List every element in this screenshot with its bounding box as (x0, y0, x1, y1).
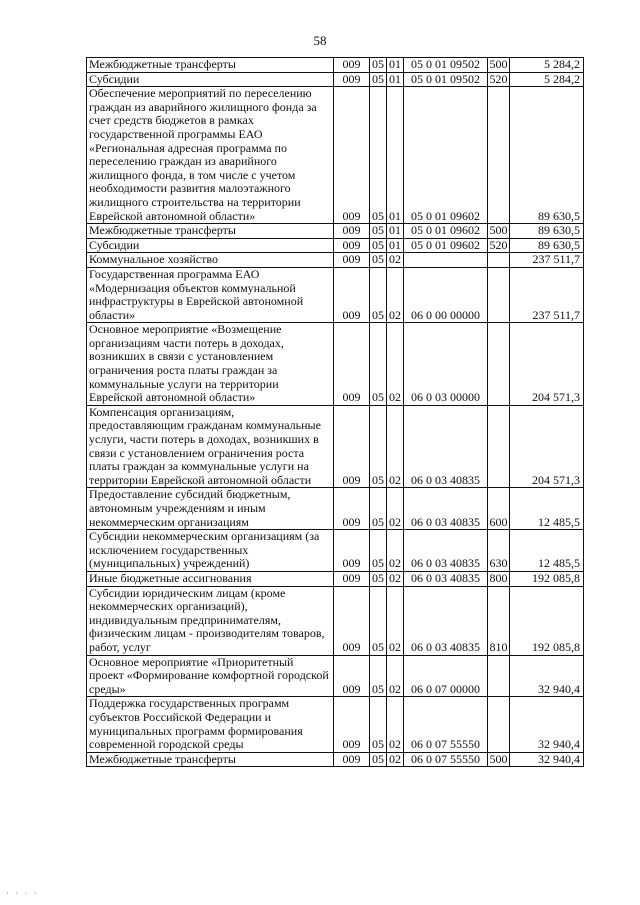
table-row (87, 697, 584, 752)
row-target-code: 06 0 03 40835 (404, 530, 488, 572)
page-number: 58 (313, 33, 327, 48)
row-target-code: 06 0 03 40835 (404, 571, 488, 586)
row-name: Субсидии юридическим лицам (кроме некоммерческих организаций), индивидуальным предпринимателям, физическим лицам - производителям товаров, работ, услуг (87, 586, 334, 655)
row-expense-type (488, 267, 510, 322)
row-subsection-code: 02 (387, 405, 404, 488)
table-row (87, 488, 584, 530)
row-amount: 32 940,4 (510, 655, 584, 697)
row-amount: 237 511,7 (510, 253, 584, 268)
row-expense-type (488, 87, 510, 224)
row-name: Межбюджетные трансферты (87, 58, 334, 73)
row-name: Субсидии (87, 72, 334, 87)
row-name: Обеспечение мероприятий по переселению граждан из аварийного жилищного фонда за счет средств бюджетов в рамках государственной программы ЕАО «Региональная адресная программа по переселению граждан из аварийного жилищного фонда, в том числе с учетом необходимости развития малоэтажного жилищного строительства на территории Еврейской автономной области» (87, 87, 334, 224)
row-name: Субсидии (87, 238, 334, 253)
budget-table (86, 57, 584, 767)
table-row (87, 530, 584, 572)
row-admin-code: 009 (334, 488, 370, 530)
row-target-code: 06 0 03 00000 (404, 323, 488, 406)
row-name: Межбюджетные трансферты (87, 224, 334, 239)
row-name: Коммунальное хозяйство (87, 253, 334, 268)
row-section-code: 05 (370, 224, 387, 239)
row-expense-type (488, 655, 510, 697)
row-target-code: 05 0 01 09602 (404, 224, 488, 239)
row-subsection-code: 02 (387, 267, 404, 322)
row-admin-code: 009 (334, 655, 370, 697)
row-target-code: 06 0 03 40835 (404, 488, 488, 530)
row-amount: 12 485,5 (510, 488, 584, 530)
row-expense-type: 810 (488, 586, 510, 655)
row-section-code: 05 (370, 586, 387, 655)
row-name: Основное мероприятие «Возмещение организациям части потерь в доходах, возникших в связи с установлением ограничения роста платы граждан за коммунальные услуги на территории Еврейской автономной области» (87, 323, 334, 406)
row-subsection-code: 01 (387, 87, 404, 224)
table-row (87, 655, 584, 697)
row-amount: 32 940,4 (510, 752, 584, 767)
table-row (87, 267, 584, 322)
row-admin-code: 009 (334, 697, 370, 752)
row-name: Поддержка государственных программ субъектов Российской Федерации и муниципальных программ формирования современной городской среды (87, 697, 334, 752)
row-admin-code: 009 (334, 72, 370, 87)
row-amount: 12 485,5 (510, 530, 584, 572)
row-section-code: 05 (370, 72, 387, 87)
row-section-code: 05 (370, 323, 387, 406)
row-admin-code: 009 (334, 530, 370, 572)
row-amount: 5 284,2 (510, 72, 584, 87)
row-name: Предоставление субсидий бюджетным, автономным учреждениям и иным некоммерческим организациям (87, 488, 334, 530)
row-target-code: 05 0 01 09502 (404, 58, 488, 73)
table-body (87, 58, 584, 767)
row-name: Государственная программа ЕАО «Модернизация объектов коммунальной инфраструктуры в Еврейской автономной области» (87, 267, 334, 322)
row-admin-code: 009 (334, 323, 370, 406)
table-row (87, 253, 584, 268)
row-subsection-code: 01 (387, 72, 404, 87)
row-name: Иные бюджетные ассигнования (87, 571, 334, 586)
row-subsection-code: 02 (387, 697, 404, 752)
row-amount: 5 284,2 (510, 58, 584, 73)
row-section-code: 05 (370, 58, 387, 73)
row-expense-type: 500 (489, 57, 508, 71)
row-expense-type: 600 (488, 488, 510, 530)
row-admin-code: 009 (334, 58, 370, 73)
row-target-code: 05 0 01 09502 (404, 72, 488, 87)
row-subsection-code: 02 (387, 586, 404, 655)
row-section-code: 05 (370, 238, 387, 253)
row-admin-code: 009 (334, 586, 370, 655)
scan-artifact: · · · · (6, 888, 39, 898)
table-row (87, 571, 584, 586)
row-subsection-code: 02 (387, 323, 404, 406)
row-amount: 192 085,8 (510, 571, 584, 586)
row-target-code: 06 0 00 00000 (404, 267, 488, 322)
row-expense-type (488, 323, 510, 406)
row-subsection-code: 02 (387, 655, 404, 697)
row-section-code: 05 (370, 752, 387, 767)
row-amount: 204 571,3 (510, 323, 584, 406)
row-admin-code: 009 (334, 267, 370, 322)
row-expense-type: 520 (489, 72, 508, 86)
table-row (87, 58, 584, 73)
row-subsection-code: 01 (387, 58, 404, 73)
row-subsection-code: 01 (387, 224, 404, 239)
row-section-code: 05 (370, 655, 387, 697)
row-target-code (404, 253, 488, 268)
row-admin-code: 009 (334, 571, 370, 586)
row-expense-type (488, 405, 510, 488)
row-amount: 192 085,8 (510, 586, 584, 655)
row-expense-type: 630 (488, 530, 510, 572)
row-amount: 237 511,7 (510, 267, 584, 322)
row-admin-code: 009 (334, 752, 370, 767)
row-admin-code: 009 (334, 87, 370, 224)
row-section-code: 05 (370, 267, 387, 322)
row-section-code: 05 (370, 697, 387, 752)
row-admin-code: 009 (334, 253, 370, 268)
row-name: Субсидии некоммерческим организациям (за исключением государственных (муниципальных) учреждений) (87, 530, 334, 572)
table-row (87, 72, 584, 87)
row-amount: 89 630,5 (510, 238, 584, 253)
row-section-code: 05 (370, 488, 387, 530)
row-target-code: 06 0 07 00000 (404, 655, 488, 697)
row-name: Компенсация организациям, предоставляющим гражданам коммунальные услуги, части потерь в доходах, возникших в связи с установлением ограничения роста платы граждан за коммунальные услуги на территории Еврейской автономной области (87, 405, 334, 488)
row-target-code: 06 0 07 55550 (404, 697, 488, 752)
row-target-code: 06 0 07 55550 (404, 752, 488, 767)
row-admin-code: 009 (334, 238, 370, 253)
table-row (87, 224, 584, 239)
row-subsection-code: 02 (387, 253, 404, 268)
table-row (87, 238, 584, 253)
row-amount: 89 630,5 (510, 224, 584, 239)
row-subsection-code: 02 (387, 571, 404, 586)
row-section-code: 05 (370, 253, 387, 268)
row-amount: 32 940,4 (510, 697, 584, 752)
row-section-code: 05 (370, 571, 387, 586)
row-target-code: 05 0 01 09602 (404, 87, 488, 224)
table-row (87, 323, 584, 406)
row-expense-type: 800 (489, 571, 508, 585)
row-subsection-code: 02 (387, 488, 404, 530)
row-section-code: 05 (370, 87, 387, 224)
row-amount: 204 571,3 (510, 405, 584, 488)
row-admin-code: 009 (334, 224, 370, 239)
row-amount: 89 630,5 (510, 87, 584, 224)
row-target-code: 06 0 03 40835 (404, 405, 488, 488)
row-name: Основное мероприятие «Приоритетный проект «Формирование комфортной городской среды» (87, 655, 334, 697)
row-expense-type (488, 697, 510, 752)
row-subsection-code: 02 (387, 530, 404, 572)
table-row (87, 586, 584, 655)
row-subsection-code: 02 (387, 752, 404, 767)
row-expense-type: 500 (489, 223, 508, 238)
table-row (87, 405, 584, 488)
row-target-code: 06 0 03 40835 (404, 586, 488, 655)
row-name: Межбюджетные трансферты (87, 752, 334, 767)
row-expense-type: 500 (489, 752, 508, 766)
row-subsection-code: 01 (387, 238, 404, 253)
table-row (87, 87, 584, 224)
row-expense-type: 520 (489, 238, 508, 252)
row-expense-type (488, 253, 510, 268)
row-section-code: 05 (370, 405, 387, 488)
row-target-code: 05 0 01 09602 (404, 238, 488, 253)
row-admin-code: 009 (334, 405, 370, 488)
table-row (87, 752, 584, 767)
row-section-code: 05 (370, 530, 387, 572)
